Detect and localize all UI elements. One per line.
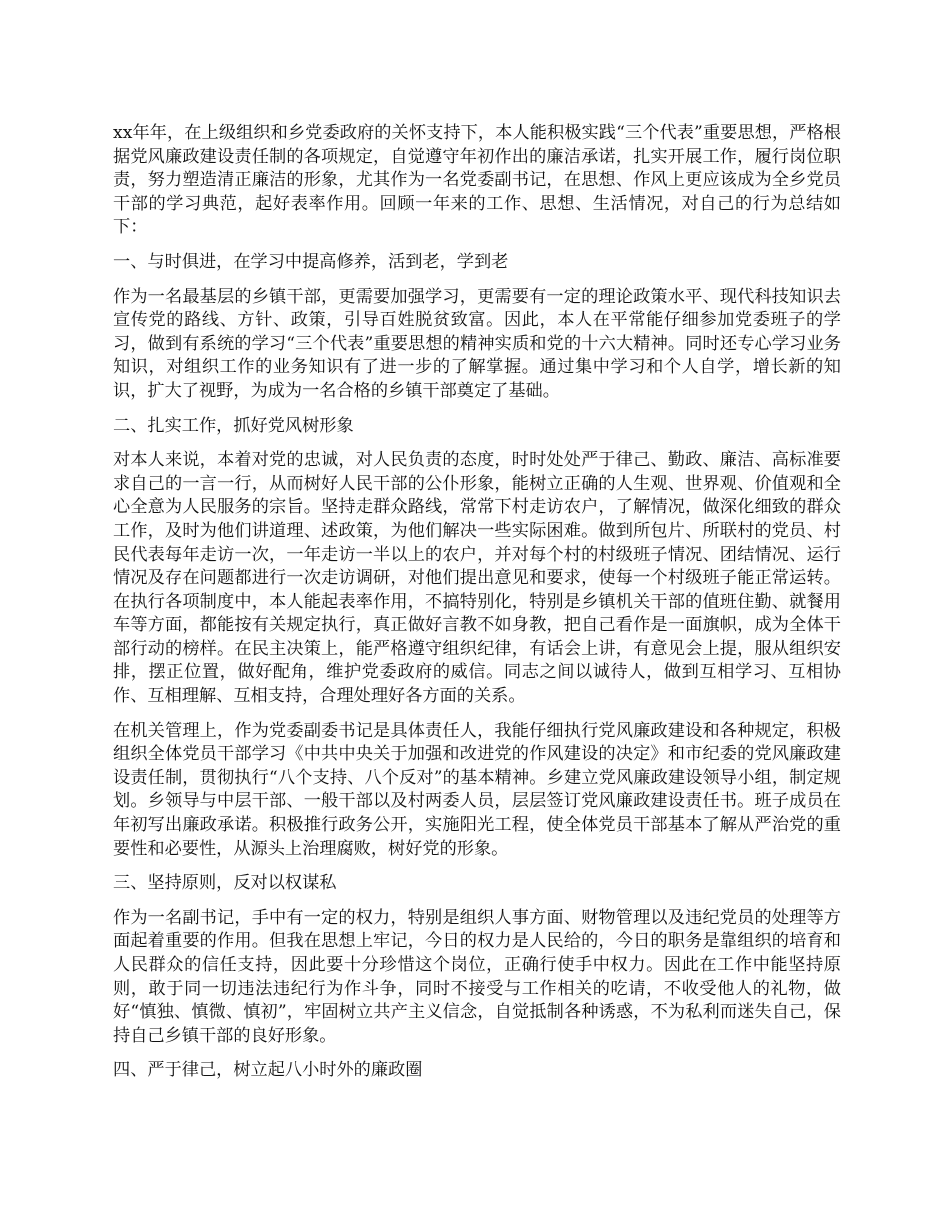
section-heading-2: 二、扎实工作，抓好党风树形象 [113,415,354,436]
intro-paragraph: xx年年，在上级组织和乡党委政府的关怀支持下，本人能积极实践“三个代表”重要思想，严格根据党风廉政建设责任制的各项规定，自觉遵守年初作出的廉洁承诺，扎实开展工作，履行岗位职责，努力塑造清正廉洁的形象，尤其作为一名党委副书记，在思想、作风上更应该成为全乡党员干部的学习典范，起好表率作用。回顾一年来的工作、思想、生活情况，对自己的行为总结如下： [113,123,841,238]
section-heading-1: 一、与时俱进，在学习中提高修养，活到老，学到老 [113,251,509,272]
section-2-paragraph-2: 在机关管理上，作为党委副委书记是具体责任人，我能仔细执行党风廉政建设和各种规定，积极组织全体党员干部学习《中共中央关于加强和改进党的作风建设的决定》和市纪委的党风廉政建设责任制，贯彻执行“八个支持、八个反对”的基本精神。乡建立党风廉政建设领导小组，制定规划。乡领导与中层干部、一般干部以及村两委人员，层层签订党风廉政建设责任书。班子成员在年初写出廉政承诺。积极推行政务公开，实施阳光工程，使全体党员干部基本了解从严治党的重要性和必要性，从源头上治理腐败，树好党的形象。 [113,720,841,859]
section-heading-4: 四、严于律己，树立起八小时外的廉政圈 [113,1060,423,1081]
section-3-paragraph: 作为一名副书记，手中有一定的权力，特别是组织人事方面、财物管理以及违纪党员的处理等方面起着重要的作用。但我在思想上牢记，今日的权力是人民给的，今日的职务是靠组织的培育和人民群众的信任支持，因此要十分珍惜这个岗位，正确行使手中权力。因此在工作中能坚持原则，敢于同一切违法违纪行为作斗争，同时不接受与工作相关的吃请，不收受他人的礼物，做好“慎独、慎微、慎初”，牢固树立共产主义信念，自觉抵制各种诱惑，不为私利而迷失自己，保持自己乡镇干部的良好形象。 [113,907,841,1046]
section-heading-3: 三、坚持原则，反对以权谋私 [113,873,337,894]
section-1-paragraph: 作为一名最基层的乡镇干部，更需要加强学习，更需要有一定的理论政策水平、现代科技知识去宣传党的路线、方针、政策，引导百姓脱贫致富。因此，本人在平常能仔细参加党委班子的学习，做到有系统的学习“三个代表”重要思想的精神实质和党的十六大精神。同时还专心学习业务知识，对组织工作的业务知识有了进一步的了解掌握。通过集中学习和个人自学，增长新的知识，扩大了视野，为成为一名合格的乡镇干部奠定了基础。 [113,286,841,401]
document-body [113,122,841,1094]
section-2-paragraph-1: 对本人来说，本着对党的忠诚，对人民负责的态度，时时处处严于律己、勤政、廉洁、高标准要求自己的一言一行，从而树好人民干部的公仆形象，能树立正确的人生观、世界观、价值观和全心全意为人民服务的宗旨。坚持走群众路线，常常下村走访农户，了解情况，做深化细致的群众工作，及时为他们讲道理、述政策，为他们解决一些实际困难。做到所包片、所联村的党员、村民代表每年走访一次，一年走访一半以上的农户，并对每个村的村级班子情况、团结情况、运行情况及存在问题都进行一次走访调研，对他们提出意见和要求，使每一个村级班子能正常运转。在执行各项制度中，本人能起表率作用，不搞特别化，特别是乡镇机关干部的值班住勤、就餐用车等方面，都能按有关规定执行，真正做好言教不如身教，把自己看作是一面旗帜，成为全体干部行动的榜样。在民主决策上，能严格遵守组织纪律，有话会上讲，有意见会上提，服从组织安排，摆正位置，做好配角，维护党委政府的威信。同志之间以诚待人，做到互相学习、互相协作、互相理解、互相支持，合理处理好各方面的关系。 [113,450,841,707]
